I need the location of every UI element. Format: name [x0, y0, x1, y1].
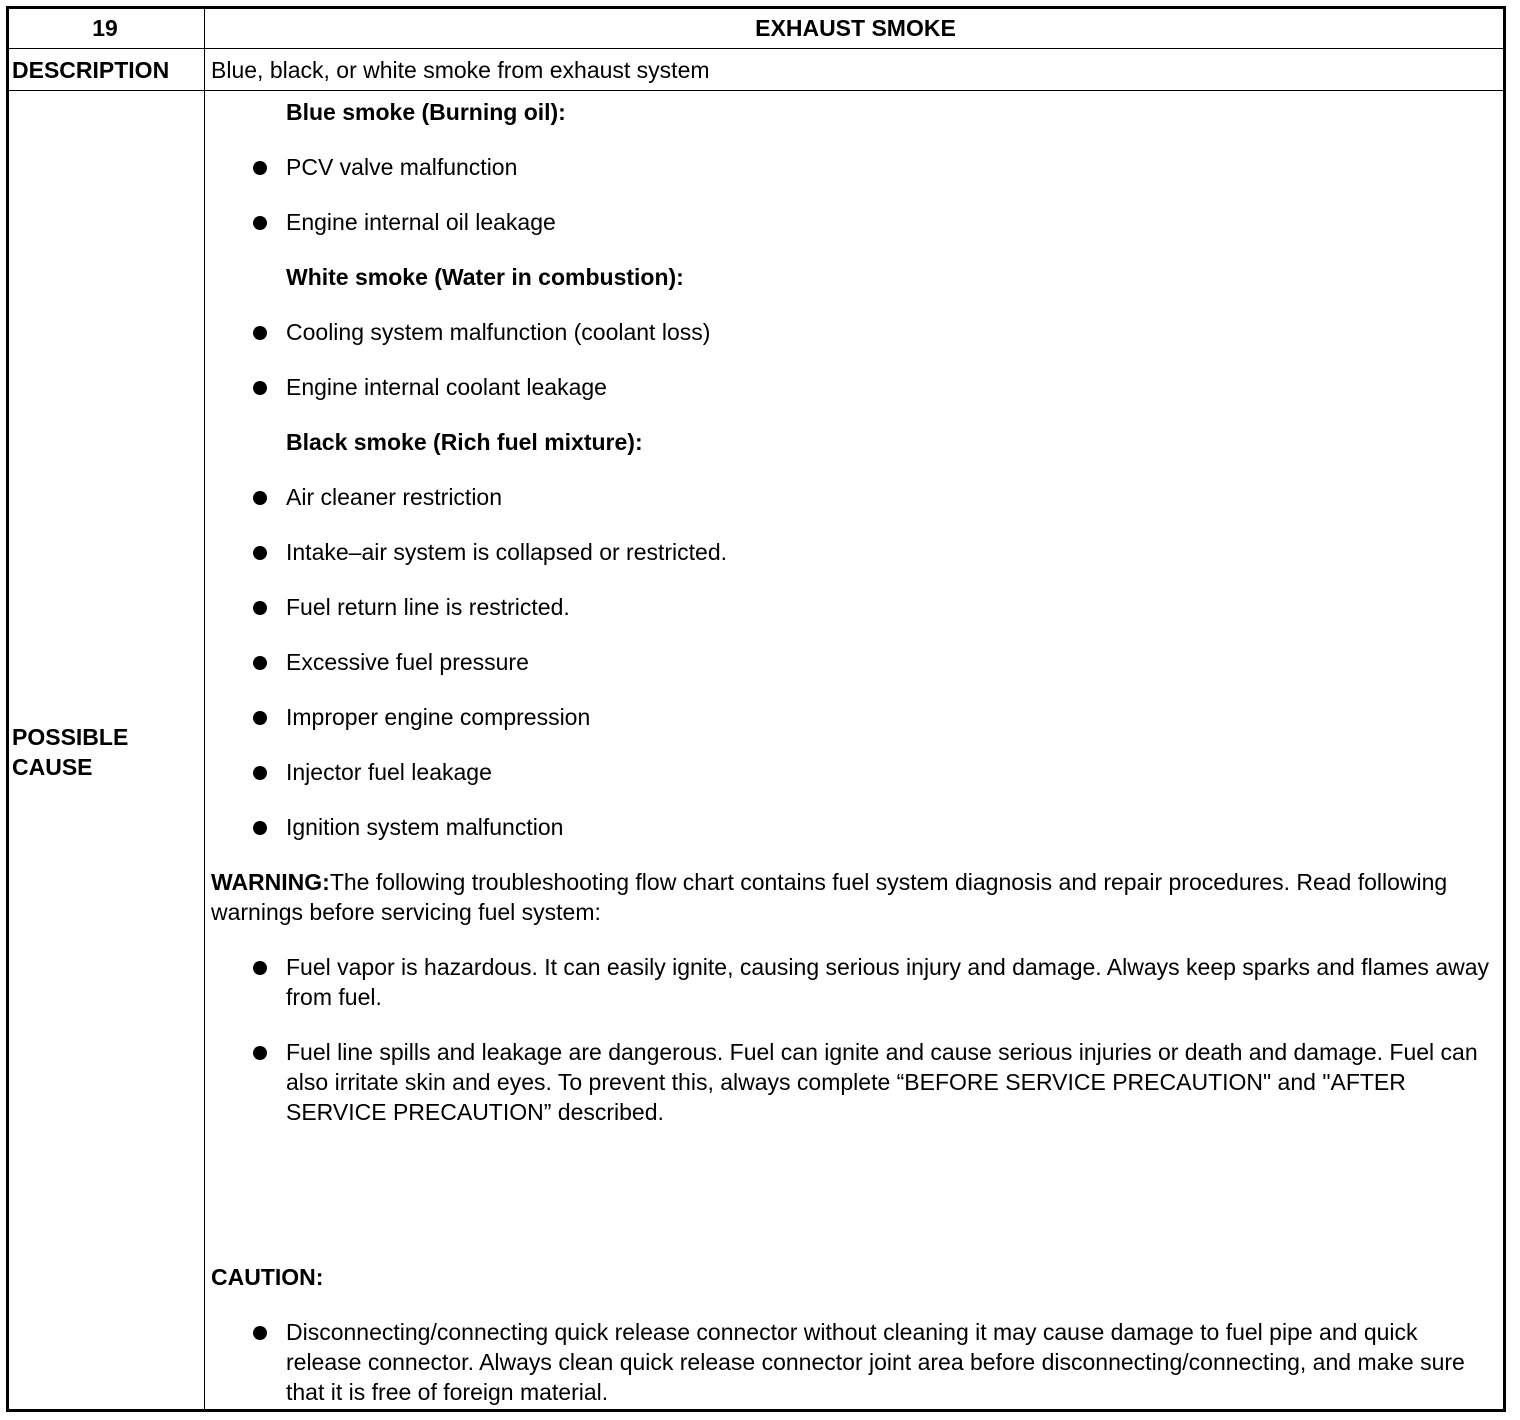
caution-item: Disconnecting/connecting quick release connector without cleaning it may cause damage to fuel pipe and quick release connector. Always clean quick release connector joint area before disconnecting/connecting, and make sure that it is free of foreign material.: [286, 1319, 1465, 1405]
bullet-icon: [253, 491, 267, 505]
bullet-icon: [253, 961, 267, 975]
bullet-icon: [253, 1326, 267, 1340]
bullet-icon: [253, 161, 267, 175]
list-item: Intake–air system is collapsed or restricted.: [286, 539, 728, 565]
list-item: Cooling system malfunction (coolant loss): [286, 319, 711, 345]
description-label: DESCRIPTION: [12, 57, 170, 83]
group-heading: Blue smoke (Burning oil):: [286, 99, 566, 125]
warning-item: Fuel line spills and leakage are dangerous. Fuel can ignite and cause serious injuries or death and damage. Fuel can also irritate skin and eyes. To prevent this, always complete “BEFORE SERVICE PRECAUTION" and "AFTER SERVICE PRECAUTION” described.: [286, 1039, 1478, 1125]
bullet-icon: [253, 1046, 267, 1060]
list-item: Injector fuel leakage: [286, 759, 492, 785]
caution-label: CAUTION:: [211, 1264, 324, 1290]
page-title: EXHAUST SMOKE: [755, 15, 956, 41]
bullet-icon: [253, 381, 267, 395]
bullet-icon: [253, 821, 267, 835]
list-item: Engine internal oil leakage: [286, 209, 556, 235]
list-item: PCV valve malfunction: [286, 154, 518, 180]
list-item: Air cleaner restriction: [286, 484, 503, 510]
possible-cause-label-line1: POSSIBLE: [12, 724, 129, 750]
group-heading: White smoke (Water in combustion):: [286, 264, 684, 290]
column-divider: [204, 6, 205, 1412]
list-item: Ignition system malfunction: [286, 814, 564, 840]
header-divider: [6, 48, 1506, 49]
warning-label: WARNING:: [211, 869, 330, 895]
table-frame: [6, 6, 1506, 1412]
item-number: 19: [92, 15, 118, 41]
warning-text: The following troubleshooting flow chart contains fuel system diagnosis and repair procedures. Read following warnings before servicing fuel system:: [211, 869, 1448, 925]
list-item: Excessive fuel pressure: [286, 649, 529, 675]
bullet-icon: [253, 326, 267, 340]
description-divider: [6, 90, 1506, 91]
possible-cause-label-line2: CAUSE: [12, 754, 93, 780]
list-item: Fuel return line is restricted.: [286, 594, 570, 620]
bullet-icon: [253, 601, 267, 615]
group-heading: Black smoke (Rich fuel mixture):: [286, 429, 643, 455]
list-item: Engine internal coolant leakage: [286, 374, 607, 400]
bullet-icon: [253, 711, 267, 725]
bullet-icon: [253, 546, 267, 560]
bullet-icon: [253, 216, 267, 230]
warning-item: Fuel vapor is hazardous. It can easily ignite, causing serious injury and damage. Always keep sparks and flames away from fuel.: [286, 954, 1490, 1010]
warning-paragraph: [211, 867, 1496, 927]
bullet-icon: [253, 766, 267, 780]
bullet-icon: [253, 656, 267, 670]
description-text: Blue, black, or white smoke from exhaust system: [211, 57, 710, 83]
list-item: Improper engine compression: [286, 704, 591, 730]
